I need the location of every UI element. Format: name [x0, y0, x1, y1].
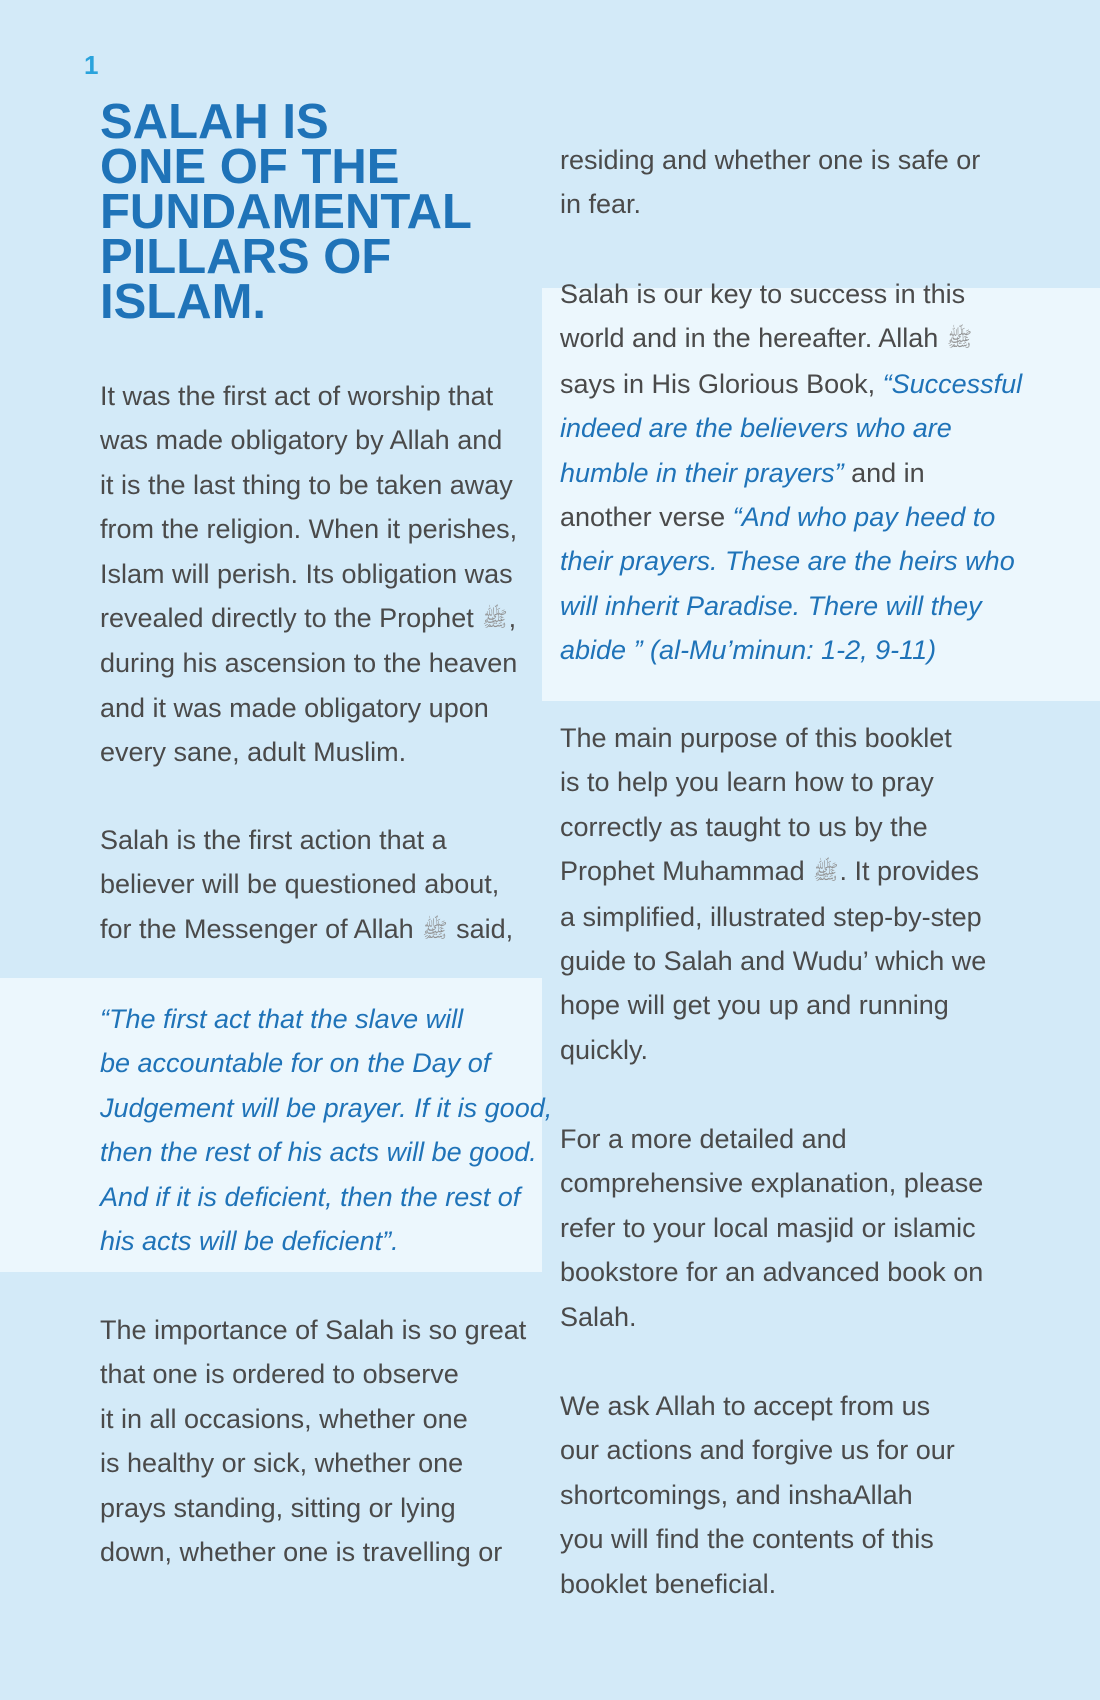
text-segment: for the Messenger of Allah — [100, 913, 422, 944]
text-line: that one is ordered to observe — [100, 1359, 459, 1390]
salutation-glyph: ﷺ — [482, 607, 508, 632]
text-segment: world and in the hereafter. Allah — [560, 323, 946, 354]
text-line: We ask Allah to accept from us — [560, 1391, 931, 1421]
text-line: comprehensive explanation, please — [560, 1168, 984, 1199]
text-segment: and in — [843, 457, 925, 488]
glorification-glyph: ﷺ — [946, 327, 973, 352]
text-line: and it was made obligatory upon — [100, 692, 489, 723]
text-segment: , — [508, 603, 517, 634]
text-line: then the rest of his acts will be good. — [100, 1137, 537, 1168]
salutation-glyph: ﷺ — [813, 860, 839, 885]
text-line: residing and whether one is safe or — [560, 145, 981, 175]
text-line: down, whether one is travelling or — [100, 1537, 503, 1568]
text-line: Salah. — [560, 1301, 637, 1332]
text-segment: . It provides — [839, 856, 980, 887]
text-line: guide to Salah and Wudu’ which we — [560, 946, 987, 977]
text-line: booklet beneficial. — [560, 1568, 777, 1599]
text-segment: revealed directly to the Prophet — [100, 603, 482, 634]
salutation-glyph: ﷺ — [422, 917, 448, 942]
text-line: Islam will perish. Its obligation was — [100, 558, 513, 589]
paragraph-importance — [100, 1308, 540, 1574]
paragraph-first-question — [100, 818, 540, 952]
text-segment: says in His Glorious Book, — [560, 368, 883, 399]
text-line: you will find the contents of this — [560, 1524, 934, 1555]
text-line — [100, 596, 540, 641]
text-line: Salah is our key to success in this — [560, 279, 966, 309]
paragraph-importance-continued — [560, 138, 1015, 227]
paragraph-booklet-purpose — [560, 716, 1015, 1072]
text-line: indeed are the believers who are — [560, 413, 952, 444]
paragraph-further-reading — [560, 1117, 1015, 1339]
page-title — [100, 95, 530, 329]
text-segment: another verse — [560, 502, 733, 533]
text-line: “The first act that the slave will — [100, 1004, 464, 1034]
text-line: Salah is the first action that a — [100, 825, 447, 855]
quran-quote: humble in their prayers” — [560, 457, 844, 488]
text-line: is to help you learn how to pray — [560, 767, 934, 798]
text-line: hope will get you up and running — [560, 990, 949, 1021]
text-line — [100, 907, 540, 952]
hadith-quote — [100, 997, 553, 1263]
quran-quote: “And who pay heed to — [732, 502, 996, 533]
paragraph-key-to-success — [560, 272, 1023, 673]
text-line: refer to your local masjid or islamic — [560, 1212, 976, 1243]
title-line: ISLAM. — [100, 275, 267, 329]
text-line: our actions and forgive us for our — [560, 1435, 955, 1466]
title-line: FUNDAMENTAL — [100, 185, 472, 239]
text-line — [560, 495, 1015, 539]
text-line: it in all occasions, whether one — [100, 1403, 468, 1434]
text-segment: said, — [448, 913, 514, 944]
text-line: every sane, adult Muslim. — [100, 737, 407, 768]
text-line: believer will be questioned about, — [100, 869, 500, 900]
text-line — [560, 362, 1023, 406]
text-line: And if it is deficient, then the rest of — [100, 1181, 521, 1212]
text-line: his acts will be deficient”. — [100, 1226, 399, 1257]
text-line: from the religion. When it perishes, — [100, 514, 518, 545]
text-line: prays standing, sitting or lying — [100, 1492, 456, 1523]
text-segment: Prophet Muhammad — [560, 856, 813, 887]
title-line: ONE OF THE — [100, 140, 400, 194]
text-line: it is the last thing to be taken away — [100, 469, 513, 500]
text-line: be accountable for on the Day of — [100, 1048, 491, 1079]
text-line: correctly as taught to us by the — [560, 811, 928, 842]
text-line: in fear. — [560, 189, 642, 220]
text-line: It was the first act of worship that — [100, 381, 494, 411]
page-number: 1 — [84, 50, 99, 80]
text-line: abide ” (al-Mu’minun: 1-2, 9-11) — [560, 635, 937, 666]
title-line: PILLARS OF — [100, 230, 392, 284]
text-line: Judgement will be prayer. If it is good, — [100, 1092, 553, 1123]
text-line: shortcomings, and inshaAllah — [560, 1479, 913, 1510]
paragraph-closing-dua — [560, 1384, 1015, 1606]
text-line: bookstore for an advanced book on — [560, 1257, 984, 1288]
text-line — [560, 316, 1015, 361]
text-line: was made obligatory by Allah and — [100, 425, 503, 456]
text-line: quickly. — [560, 1034, 649, 1065]
title-line: SALAH IS — [100, 95, 329, 149]
text-line: during his ascension to the heaven — [100, 648, 518, 679]
text-line: their prayers. These are the heirs who — [560, 546, 1015, 577]
text-line — [560, 849, 1015, 894]
text-line: The importance of Salah is so great — [100, 1315, 527, 1345]
paragraph-first-act — [100, 374, 540, 775]
text-line — [560, 451, 1015, 495]
quran-quote: “Successful — [882, 368, 1023, 399]
text-line: a simplified, illustrated step-by-step — [560, 901, 982, 932]
text-line: is healthy or sick, whether one — [100, 1448, 464, 1479]
text-line: will inherit Paradise. There will they — [560, 590, 982, 621]
text-line: For a more detailed and — [560, 1124, 847, 1154]
text-line: The main purpose of this booklet — [560, 723, 952, 753]
